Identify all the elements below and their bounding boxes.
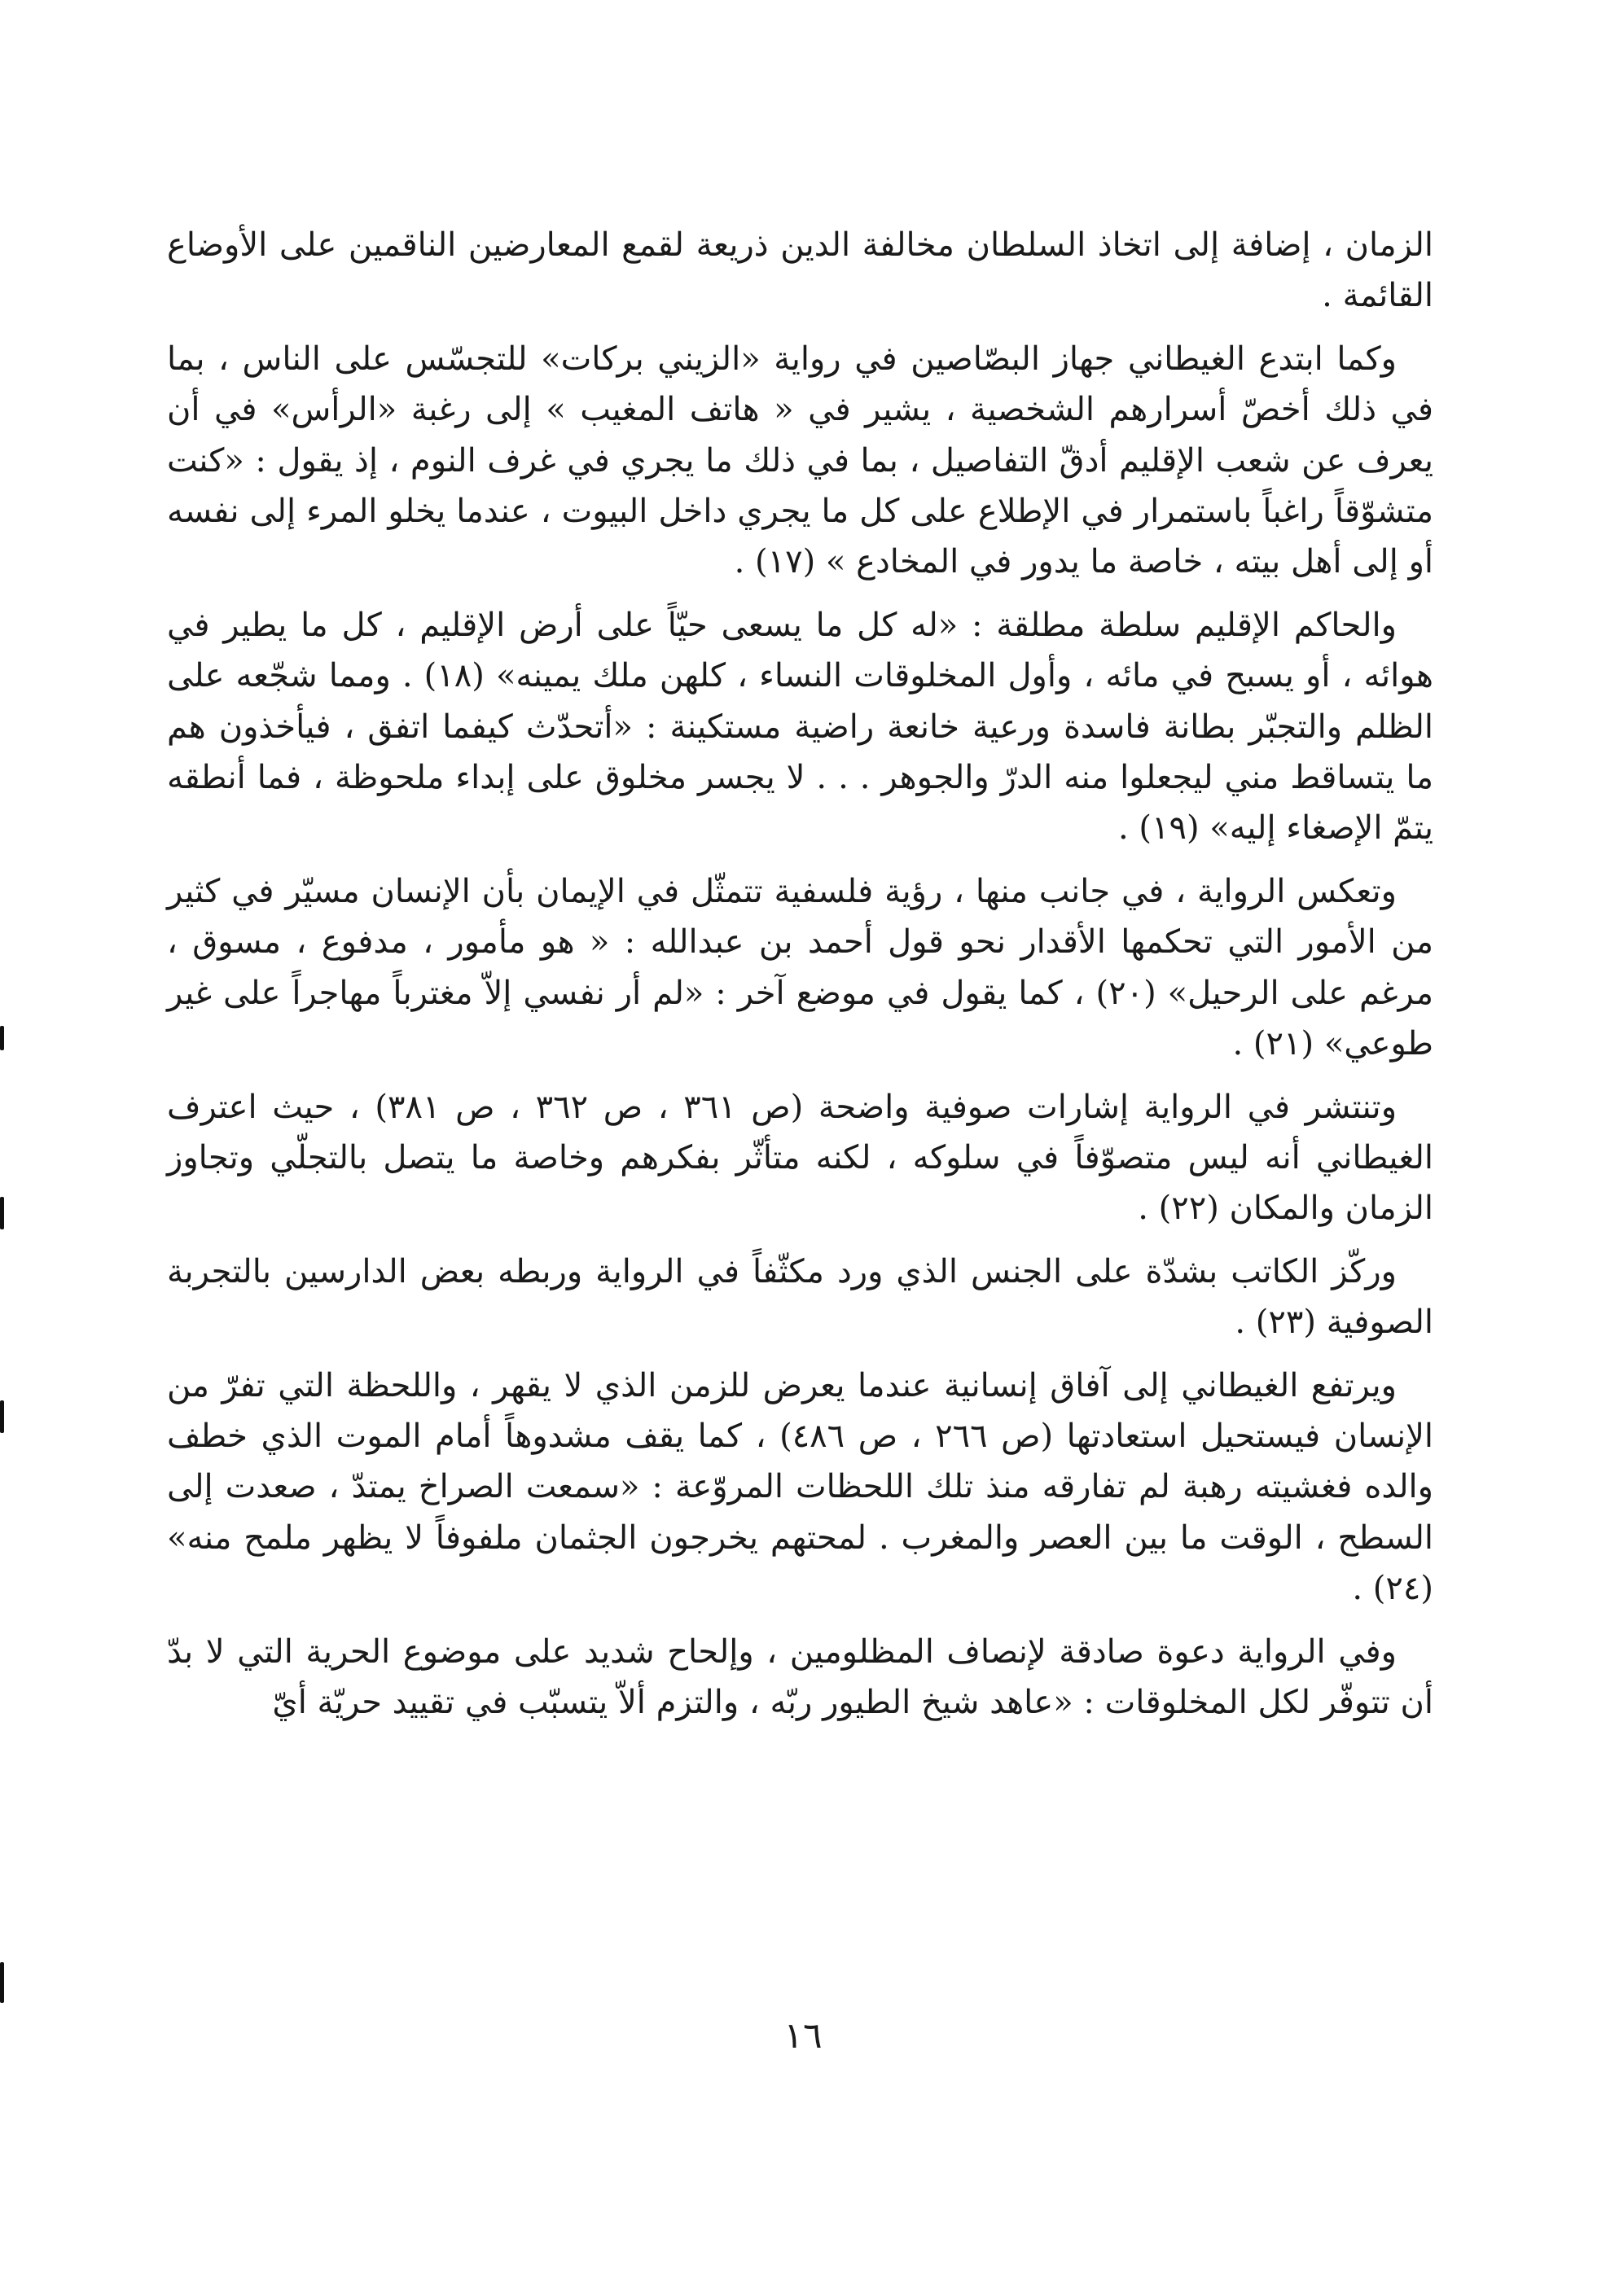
paragraph: الزمان ، إضافة إلى اتخاذ السلطان مخالفة الدين ذريعة لقمع المعارضين الناقمين على الأوضاع القائمة .: [167, 226, 1433, 315]
scan-mark: [0, 1400, 4, 1433]
scan-mark: [0, 1026, 4, 1050]
paragraph: ويرتفع الغيطاني إلى آفاق إنسانية عندما يعرض للزمن الذي لا يقهر ، واللحظة التي تفرّ من الإنسان فيستحيل استعادتها (ص ٢٦٦ ، ص ٤٨٦) ، كما يقف مشدوهاً أمام الموت الذي خطف والده فغشيته رهبة لم تفارقه منذ تلك اللحظات المروّعة : «سمعت الصراخ يمتدّ ، صعدت إلى السطح ، الوقت ما بين العصر والمغرب . لمحتهم يخرجون الجثمان ملفوفاً لا يظهر ملمح منه» (٢٤) .: [167, 1366, 1434, 1608]
body-text: [167, 220, 1433, 1740]
paragraph: وتنتشر في الرواية إشارات صوفية واضحة (ص ٣٦١ ، ص ٣٦٢ ، ص ٣٨١) ، حيث اعترف الغيطاني أنه ليس متصوّفاً في سلوكه ، لكنه متأثّر بفكرهم وخاصة ما يتصل بالتجلّي وتجاوز الزمان والمكان (٢٢) .: [167, 1088, 1433, 1228]
paragraph: وكما ابتدع الغيطاني جهاز البصّاصين في رواية «الزيني بركات» للتجسّس على الناس ، بما في ذلك أخصّ أسرارهم الشخصية ، يشير في « هاتف المغيب » إلى رغبة «الرأس» في أن يعرف عن شعب الإقليم أدقّ التفاصيل ، بما في ذلك ما يجري في غرف النوم ، إذ يقول : «كنت متشوّقاً راغباً باستمرار في الإطلاع على كل ما يجري داخل البيوت ، عندما يخلو المرء إلى نفسه أو إلى أهل بيته ، خاصة ما يدور في المخادع » (١٧) .: [167, 340, 1433, 581]
scan-mark: [0, 1197, 4, 1229]
page-number: ١٦: [783, 2015, 823, 2057]
paragraph: والحاكم الإقليم سلطة مطلقة : «له كل ما يسعى حيّاً على أرض الإقليم ، كل ما يطير في هوائه ، أو يسبح في مائه ، وأول المخلوقات النساء ، كلهن ملك يمينه» (١٨) . ومما شجّعه على الظلم والتجبّر بطانة فاسدة ورعية خانعة راضية مستكينة : «أتحدّث كيفما اتفق ، فيأخذون هم ما يتساقط مني ليجعلوا منه الدرّ والجوهر . . . لا يجسر مخلوق على إبداء ملحوظة ، فما أنطقه يتمّ الإصغاء إليه» (١٩) .: [167, 606, 1433, 848]
scan-mark: [0, 1962, 4, 2003]
paragraph: وتعكس الرواية ، في جانب منها ، رؤية فلسفية تتمثّل في الإيمان بأن الإنسان مسيّر في كثير من الأمور التي تحكمها الأقدار نحو قول أحمد بن عبدالله : « هو مأمور ، مدفوع ، مسوق ، مرغم على الرحيل» (٢٠) ، كما يقول في موضع آخر : «لم أر نفسي إلاّ مغترباً مهاجراً على غير طوعي» (٢١) .: [167, 872, 1433, 1063]
paragraph: وركّز الكاتب بشدّة على الجنس الذي ورد مكثّفاً في الرواية وربطه بعض الدارسين بالتجربة الصوفية (٢٣) .: [167, 1252, 1433, 1342]
paragraph: وفي الرواية دعوة صادقة لإنصاف المظلومين ، وإلحاح شديد على موضوع الحرية التي لا بدّ أن تتوفّر لكل المخلوقات : «عاهد شيخ الطيور ربّه ، والتزم ألاّ يتسبّب في تقييد حريّة أيّ: [167, 1632, 1433, 1721]
